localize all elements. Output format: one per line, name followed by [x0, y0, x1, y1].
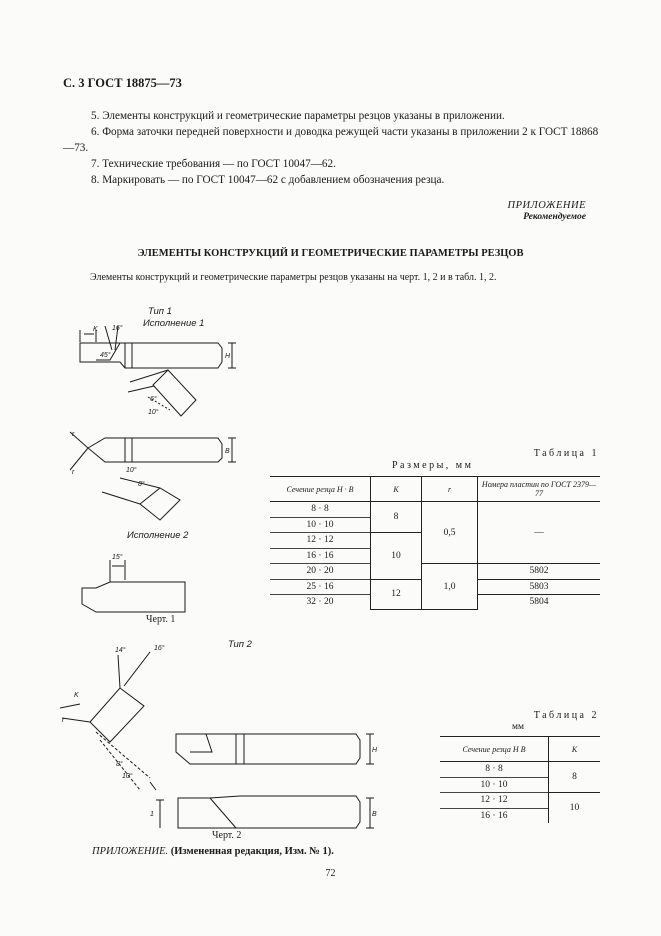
appendix-title: ПРИЛОЖЕНИЕ	[507, 200, 586, 211]
table-cell: —	[478, 502, 601, 564]
fig2-label-16: 16°	[154, 645, 165, 652]
fig2-label-H: H	[372, 747, 378, 754]
footnote-italic: ПРИЛОЖЕНИЕ.	[92, 846, 169, 857]
table-cell: 20 · 20	[270, 564, 371, 580]
table1-subtitle: Размеры, мм	[392, 460, 474, 471]
table-cell: 8 · 8	[311, 504, 329, 515]
table2-unit: мм	[512, 722, 525, 732]
fig2-caption: Черт. 2	[212, 830, 242, 841]
table-cell: 16 · 16	[270, 548, 371, 564]
table-cell: 12	[371, 579, 422, 610]
table-cell: 8 · 8	[485, 764, 503, 775]
fig1-label-8: 8°	[138, 481, 145, 488]
table-cell: 8	[549, 762, 601, 793]
fig2-label-K: K	[74, 692, 79, 699]
fig1-label-15: 15°	[112, 554, 123, 561]
table-cell: 10 · 10	[440, 777, 549, 793]
table-cell: 16 · 16	[440, 808, 549, 823]
fig2-label-r: r	[62, 717, 65, 724]
table-cell: 0,5	[422, 502, 478, 564]
fig1-label-r1: r	[72, 431, 75, 438]
table-cell: 8	[371, 502, 422, 533]
table1-header-k: K	[371, 477, 422, 502]
table2-header-k: K	[549, 737, 601, 762]
fig1-label-B: B	[225, 448, 230, 455]
table1-header-r: r	[422, 477, 478, 502]
table1-title: Таблица 1	[533, 448, 599, 459]
table-cell: 5802	[478, 564, 601, 580]
table-cell: 12 · 12	[270, 533, 371, 549]
fig1-label-K: K	[93, 326, 98, 333]
fig1-label-10b: 10°	[126, 467, 137, 474]
table-cell: 10 · 10	[270, 517, 371, 533]
table2-title: Таблица 2	[533, 710, 599, 721]
table-cell: 12 · 12	[440, 793, 549, 809]
fig2-label-10: 10°	[122, 773, 133, 780]
table-cell: 1,0	[422, 564, 478, 610]
fig1-exec1-label: Исполнение 1	[143, 318, 205, 329]
table1-header-plates: Номера пластин по ГОСТ 2379—77	[478, 477, 601, 502]
table2-header-section: Сечение резца H B	[440, 737, 549, 762]
fig1-type-label: Тип 1	[148, 306, 172, 317]
page-header: С. 3 ГОСТ 18875—73	[63, 76, 182, 90]
intro-text: Элементы конструкций и геометрические параметры резцов указаны на черт. 1, 2 и в табл. 1, 2.	[90, 272, 497, 283]
fig1-label-10a: 10°	[148, 409, 159, 416]
fig1-exec2-label: Исполнение 2	[127, 530, 189, 541]
fig2-label-1: 1	[150, 811, 154, 818]
table1-header-section: Сечение резца H · B	[270, 477, 371, 502]
section-title: ЭЛЕМЕНТЫ КОНСТРУКЦИЙ И ГЕОМЕТРИЧЕСКИЕ ПАРАМЕТРЫ РЕЗЦОВ	[137, 248, 524, 259]
fig2-label-14: 14°	[115, 647, 126, 654]
table-cell: 5803	[478, 579, 601, 595]
fig2-label-B: B	[372, 811, 377, 818]
appendix-subtitle: Рекомендуемое	[523, 212, 586, 222]
paragraph-8: 8. Маркировать — по ГОСТ 10047—62 с добавлением обозначения резца.	[91, 174, 445, 186]
footnote-bold: (Измененная редакция, Изм. № 1).	[170, 846, 334, 857]
fig1-label-H: H	[225, 353, 231, 360]
table-cell: 32 · 20	[270, 595, 371, 610]
fig1-label-16: 16°	[112, 325, 123, 332]
table-cell: 10	[371, 533, 422, 580]
footnote	[92, 846, 334, 857]
table-cell: 5804	[478, 595, 601, 610]
fig1-label-r2: r	[72, 469, 75, 476]
fig2-type-label: Тип 2	[228, 639, 252, 650]
paragraph-7: 7. Технические требования — по ГОСТ 10047—62.	[91, 158, 336, 170]
fig1-label-6a: 6°	[150, 396, 157, 403]
page-number: 72	[325, 868, 336, 879]
paragraph-6: 6. Форма заточки передней поверхности и доводка режущей части указаны в приложении 2 к ГОСТ 18868—73.	[63, 126, 599, 154]
table2	[440, 736, 600, 823]
paragraph-5: 5. Элементы конструкций и геометрические параметры резцов указаны в приложении.	[91, 110, 505, 122]
fig1-label-45: 45°	[100, 352, 111, 359]
fig1-caption: Черт. 1	[146, 614, 176, 625]
table-cell: 10	[549, 793, 601, 824]
fig2-label-8: 8°	[116, 761, 123, 768]
table-cell: 25 · 16	[270, 579, 371, 595]
